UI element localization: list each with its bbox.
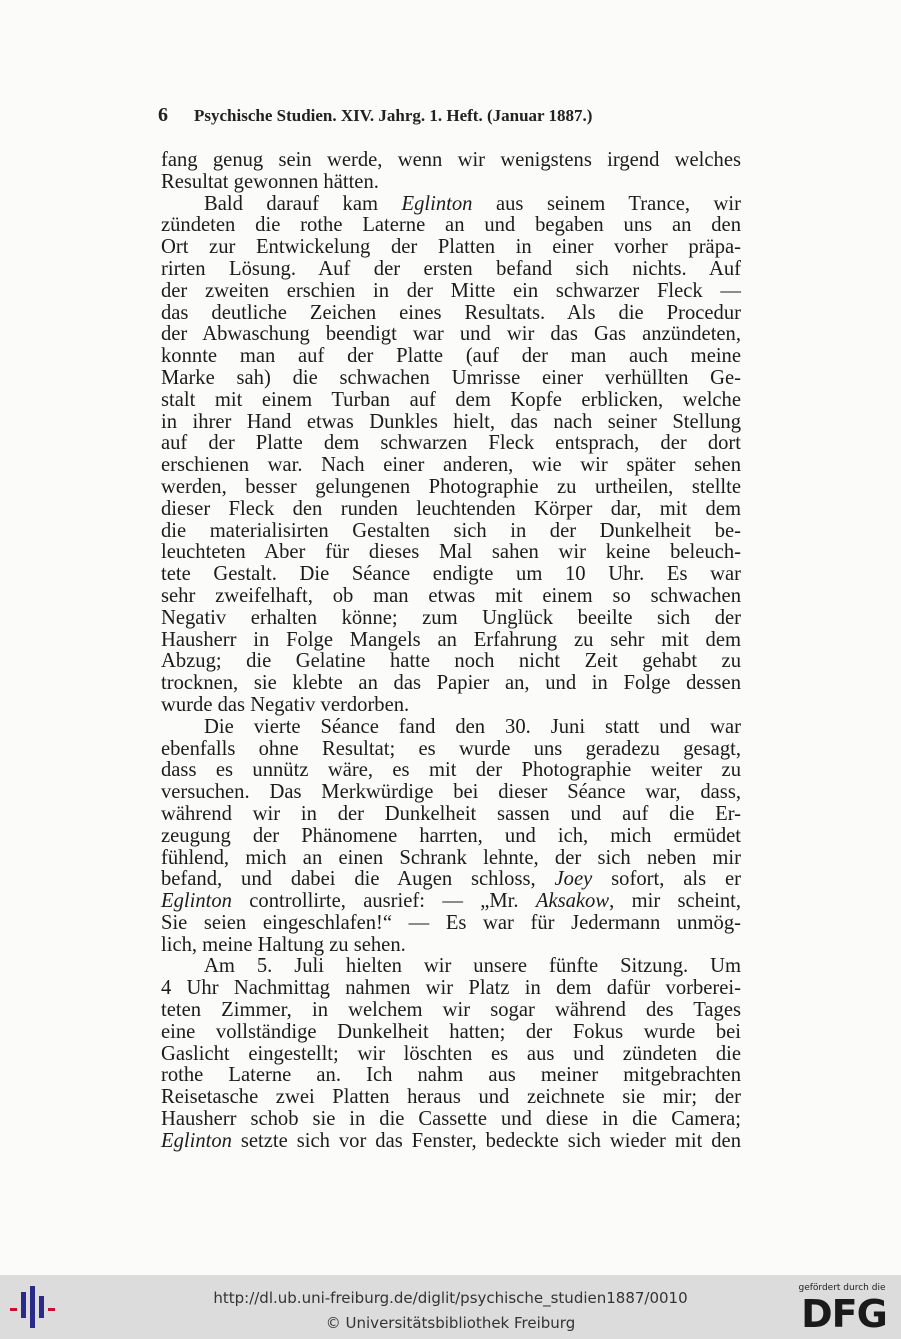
- text-line: [161, 586, 741, 608]
- running-title: Psychische Studien. XIV. Jahrg. 1. Heft. (Januar 1887.): [194, 106, 593, 125]
- text-segment: lich, meine Haltung zu sehen.: [161, 933, 406, 956]
- text-line: [161, 412, 741, 434]
- text-line: [161, 1000, 741, 1022]
- document-url[interactable]: http://dl.ub.uni-freiburg.de/diglit/psychische_studien1887/0010: [213, 1289, 688, 1307]
- text-segment: stalt mit einem Turban auf dem Kopfe erblicken, welche: [161, 388, 741, 411]
- text-line: [161, 259, 741, 281]
- body-text: [161, 150, 741, 1153]
- text-segment: 4 Uhr Nachmittag nahmen wir Platz in dem dafür vorberei-: [161, 977, 741, 1000]
- text-segment: in ihrer Hand etwas Dunkles hielt, das nach seiner Stellung: [161, 410, 741, 433]
- text-line: [161, 891, 741, 913]
- text-segment: werden, besser gelungenen Photographie zu urtheilen, stellte: [161, 475, 741, 498]
- dfg-logo: DFG: [801, 1292, 887, 1336]
- text-segment: Am 5. Juli hielten wir unsere fünfte Sitzung. Um: [204, 955, 741, 978]
- text-line: [161, 368, 741, 390]
- text-segment: wurde das Negativ verdorben.: [161, 693, 410, 716]
- text-segment: ebenfalls ohne Resultat; es wurde uns geradezu gesagt,: [161, 737, 741, 760]
- text-segment: trocknen, sie klebte an das Papier an, und in Folge dessen: [161, 672, 741, 695]
- text-line: [161, 826, 741, 848]
- text-line: [161, 673, 741, 695]
- text-line: [161, 608, 741, 630]
- text-line: [161, 782, 741, 804]
- text-segment: Bald darauf kam: [204, 192, 402, 215]
- text-segment: Hausherr schob sie in die Cassette und diese in die Camera;: [161, 1108, 741, 1131]
- text-line: [161, 324, 741, 346]
- text-segment: rirten Lösung. Auf der ersten befand sich nichts. Auf: [161, 257, 741, 280]
- text-segment: dieser Fleck den runden leuchtenden Körper dar, mit dem: [161, 497, 741, 520]
- text-line: [161, 739, 741, 761]
- text-segment: sehr zweifelhaft, ob man etwas mit einem so schwachen: [161, 584, 741, 607]
- text-line: [161, 630, 741, 652]
- text-segment: controllirte, ausrief: — „Mr.: [231, 890, 536, 913]
- text-segment: setzte sich vor das Fenster, bedeckte sich wieder mit den: [231, 1129, 741, 1152]
- text-line: [161, 1131, 741, 1153]
- italic-name: Eglinton: [401, 192, 473, 215]
- text-line: [161, 564, 741, 586]
- text-line: [161, 390, 741, 412]
- text-line: [161, 869, 741, 891]
- text-line: [161, 542, 741, 564]
- text-segment: zeugung der Phänomene harrten, und ich, mich ermüdet: [161, 824, 741, 847]
- text-line: [161, 477, 741, 499]
- text-segment: versuchen. Das Merkwürdige bei dieser Séance war, dass,: [161, 781, 741, 804]
- text-line: [161, 651, 741, 673]
- text-segment: Abzug; die Gelatine hatte noch nicht Zeit gehabt zu: [161, 650, 741, 673]
- italic-name: Aksakow: [535, 890, 610, 913]
- text-segment: fang genug sein werde, wenn wir wenigstens irgend welches: [161, 149, 741, 171]
- text-segment: der zweiten erschien in der Mitte ein schwarzer Fleck —: [161, 279, 741, 302]
- text-segment: Die vierte Séance fand den 30. Juni statt und war: [204, 715, 741, 738]
- text-segment: während wir in der Dunkelheit sassen und auf die Er-: [161, 802, 741, 825]
- text-segment: Reisetasche zwei Platten heraus und zeichnete sie mir; der: [161, 1086, 741, 1109]
- text-segment: Negativ erhalten könne; zum Unglück beeilte sich der: [161, 606, 741, 629]
- text-line: [161, 760, 741, 782]
- text-line: [161, 521, 741, 543]
- text-line: [161, 499, 741, 521]
- text-segment: Marke sah) die schwachen Umrisse einer verhüllten Ge-: [161, 366, 741, 389]
- text-line: [161, 237, 741, 259]
- text-segment: Hausherr in Folge Mangels an Erfahrung zu sehr mit dem: [161, 628, 741, 651]
- text-line: [161, 303, 741, 325]
- text-segment: Gaslicht eingestellt; wir löschten es aus und zündeten die: [161, 1042, 741, 1065]
- text-segment: Ort zur Entwickelung der Platten in einer vorher präpa-: [161, 236, 741, 259]
- text-line: [161, 1065, 741, 1087]
- text-segment: , mir scheint,: [609, 890, 741, 913]
- italic-name: Eglinton: [161, 890, 232, 913]
- text-line: [161, 1022, 741, 1044]
- text-line: [161, 150, 741, 172]
- text-segment: das deutliche Zeichen eines Resultats. Als die Procedur: [161, 301, 741, 324]
- text-line: [161, 848, 741, 870]
- italic-name: Eglinton: [161, 1129, 232, 1152]
- copyright-notice: © Universitätsbibliothek Freiburg: [325, 1314, 576, 1332]
- text-line: [161, 1087, 741, 1109]
- funding-note: gefördert durch die: [798, 1283, 886, 1293]
- text-line: [161, 433, 741, 455]
- text-line: [161, 1109, 741, 1131]
- text-line: [161, 978, 741, 1000]
- text-line: [161, 1044, 741, 1066]
- text-segment: teten Zimmer, in welchem wir sogar während des Tages: [161, 999, 741, 1022]
- text-segment: sofort, als er: [592, 868, 741, 891]
- text-segment: aus seinem Trance, wir: [472, 192, 741, 215]
- text-line: [161, 913, 741, 935]
- text-line: [161, 935, 741, 957]
- text-segment: fühlend, mich an einen Schrank lehnte, der sich neben mir: [161, 846, 741, 869]
- text-segment: Resultat gewonnen hätten.: [161, 170, 379, 193]
- text-segment: dass es unnütz wäre, es mit der Photographie weiter zu: [161, 759, 741, 782]
- text-line: [161, 455, 741, 477]
- text-segment: rothe Laterne an. Ich nahm aus meiner mitgebrachten: [161, 1064, 741, 1087]
- text-line: [161, 717, 741, 739]
- text-line: [161, 695, 741, 717]
- text-segment: eine vollständige Dunkelheit hatten; der Fokus wurde bei: [161, 1020, 741, 1043]
- page-number: 6: [158, 104, 168, 126]
- text-line: [161, 281, 741, 303]
- text-segment: zündeten die rothe Laterne an und begaben uns an den: [161, 214, 741, 237]
- text-segment: auf der Platte dem schwarzen Fleck entsprach, der dort: [161, 432, 741, 455]
- text-line: [161, 956, 741, 978]
- running-header: [158, 104, 742, 127]
- text-segment: leuchteten Aber für dieses Mal sahen wir keine beleuch-: [161, 541, 741, 564]
- text-segment: der Abwaschung beendigt war und wir das Gas anzündeten,: [161, 323, 741, 346]
- text-line: [161, 215, 741, 237]
- text-segment: tete Gestalt. Die Séance endigte um 10 Uhr. Es war: [161, 563, 741, 586]
- text-segment: befand, und dabei die Augen schloss,: [161, 868, 555, 891]
- text-segment: Sie seien eingeschlafen!“ — Es war für Jedermann unmög-: [161, 911, 741, 934]
- text-segment: konnte man auf der Platte (auf der man auch meine: [161, 345, 741, 368]
- text-line: [161, 346, 741, 368]
- text-segment: erschienen war. Nach einer anderen, wie wir später sehen: [161, 454, 741, 477]
- text-line: [161, 172, 741, 194]
- text-segment: die materialisirten Gestalten sich in der Dunkelheit be-: [161, 519, 741, 542]
- text-line: [161, 194, 741, 216]
- text-line: [161, 804, 741, 826]
- italic-name: Joey: [554, 868, 593, 891]
